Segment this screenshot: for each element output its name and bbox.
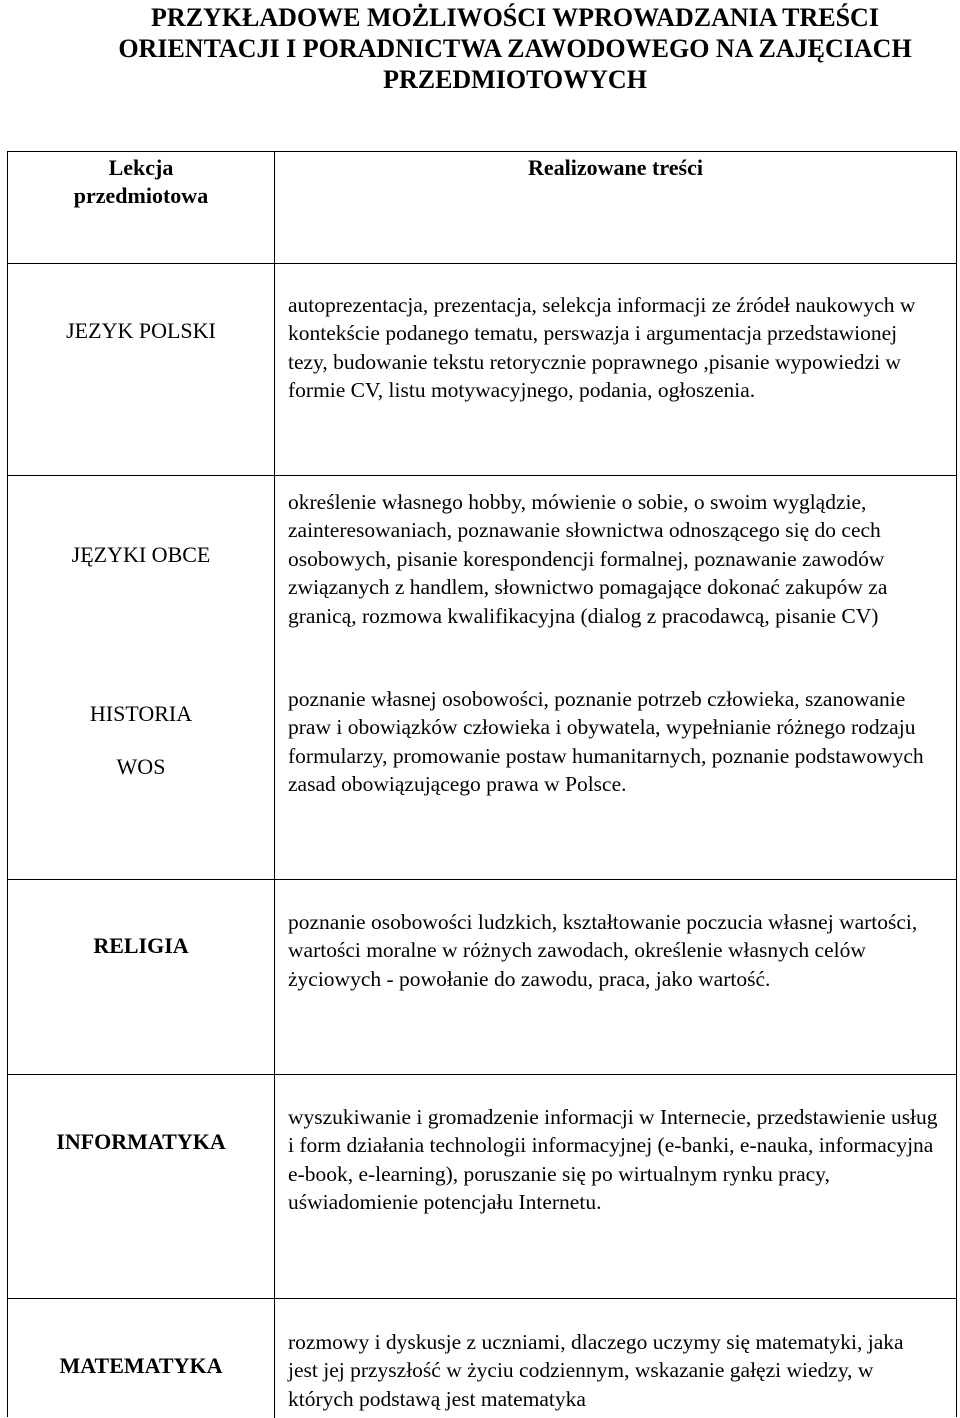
row-subject: RELIGIA [93,933,189,958]
table-row [8,880,956,1075]
row-subject-languages: JĘZYKI OBCE [71,542,211,567]
row-subject-wos: WOS [116,754,166,779]
header-subject: Lekcja przedmiotowa [73,155,209,208]
title-line-3: PRZEDMIOTOWYCH [383,65,647,94]
row-content: rozmowy i dyskusje z uczniami, dlaczego uczymy się matematyki, jaka jest jej przyszłość w życiu codziennym, wskazanie gałęzi wiedzy, w których podstawą jest matematyka [288,1330,904,1411]
row-content: wyszukiwanie i gromadzenie informacji w Internecie, przedstawienie usług i form działania technologii informacyjnej (e-banki, e-nauka, informacyjna e-book, e-learning), poruszanie się po wirtualnym rynku pracy, uświadomienie potencjału Internetu. [288,1105,938,1215]
title-line-1: PRZYKŁADOWE MOŻLIWOŚCI WPROWADZANIA TREŚCI [151,3,879,32]
header-content: Realizowane treści [528,155,703,180]
row-content: poznanie osobowości ludzkich, kształtowanie poczucia własnej wartości, wartości moralne w różnych zawodach, określenie własnych celów życiowych - powołanie do zawodu, praca, jako wartość. [288,910,918,991]
row-content-languages: określenie własnego hobby, mówienie o sobie, o swoim wyglądzie, zainteresowaniach, poznawanie słownictwa odnoszącego się do cech osobowych, pisanie korespondencji formalnej, poznawanie zawodów związanych z handlem, słownictwo pomagające dokonać zakupów za granicą, rozmowa kwalifikacyjna (dialog z pracodawcą, pisanie CV) [288,490,888,628]
column-divider [274,880,275,1074]
table-row [8,476,956,880]
column-divider [274,1299,275,1418]
table-row [8,1299,956,1418]
table-row [8,1075,956,1299]
document-title [80,2,950,95]
row-subject: INFORMATYKA [56,1129,226,1154]
content-table [7,151,957,1417]
column-divider [274,264,275,475]
row-content-history: poznanie własnej osobowości, poznanie potrzeb człowieka, szanowanie praw i obowiązków człowieka i obywatela, wypełnianie różnego rodzaju formularzy, promowanie postaw humanitarnych, poznanie podstawowych zasad obowiązującego prawa w Polsce. [288,687,924,797]
title-line-2: ORIENTACJI I PORADNICTWA ZAWODOWEGO NA ZAJĘCIACH [118,34,912,63]
row-subject-history: HISTORIA [89,701,193,726]
row-content: autoprezentacja, prezentacja, selekcja informacji ze źródeł naukowych w kontekście podanego tematu, perswazja i argumentacja przedstawionej tezy, budowanie tekstu retorycznie poprawnego ,pisanie wypowiedzi w formie CV, listu motywacyjnego, podania, ogłoszenia. [288,293,916,403]
table-row [8,264,956,476]
row-subject: MATEMATYKA [59,1353,223,1378]
column-divider [274,1075,275,1298]
column-divider [274,476,275,879]
table-header-row [8,152,956,264]
row-subject: JEZYK POLSKI [66,318,216,343]
